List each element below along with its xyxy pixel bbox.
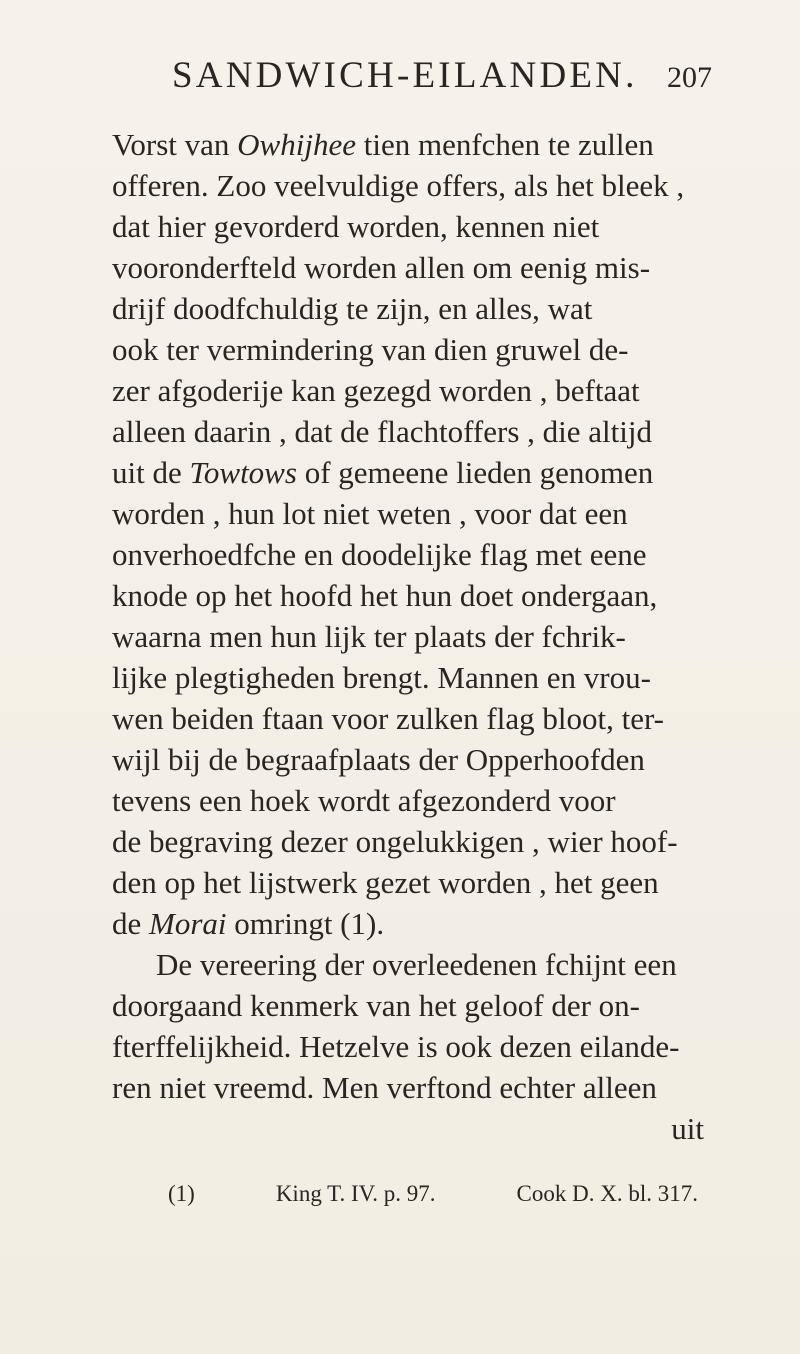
- text-line: [112, 739, 704, 780]
- text-segment: ren niet vreemd. Men verftond echter alleen: [112, 1070, 657, 1105]
- text-segment: fterffelijkheid. Hetzelve is ook dezen eilande-: [112, 1029, 680, 1064]
- text-segment: wijl bij de begraafplaats der Opperhoofden: [112, 742, 645, 777]
- text-segment: onverhoedfche en doodelijke flag met eene: [112, 537, 647, 572]
- text-line: [112, 493, 704, 534]
- text-segment: den op het lijstwerk gezet worden , het geen: [112, 865, 659, 900]
- text-segment: waarna men hun lijk ter plaats der fchrik-: [112, 619, 626, 654]
- catchword: [112, 1108, 704, 1149]
- text-line: [112, 575, 704, 616]
- text-segment: offeren. Zoo veelvuldige offers, als het bleek ,: [112, 168, 685, 203]
- text-segment: alleen daarin , dat de flachtoffers , die altijd: [112, 414, 652, 449]
- footnote-marker: (1): [168, 1181, 195, 1206]
- italic-name: Morai: [149, 906, 227, 941]
- text-line: [112, 452, 704, 493]
- text-line: [112, 698, 704, 739]
- text-line: [112, 657, 704, 698]
- text-segment: tevens een hoek wordt afgezonderd voor: [112, 783, 616, 818]
- text-line: [112, 616, 704, 657]
- text-line: [112, 411, 704, 452]
- text-line: [112, 1067, 704, 1108]
- text-segment: omringt (1).: [234, 906, 385, 941]
- text-line: [112, 944, 704, 985]
- text-segment: De vereering der overleedenen fchijnt een: [156, 947, 677, 982]
- text-line: [112, 288, 704, 329]
- footnote-reference: King T. IV. p. 97.: [275, 1181, 436, 1206]
- text-segment: de begraving dezer ongelukkigen , wier hoof-: [112, 824, 678, 859]
- text-segment: wen beiden ftaan voor zulken flag bloot, ter-: [112, 701, 665, 736]
- text-segment: drijf doodfchuldig te zijn, en alles, wat: [112, 291, 593, 326]
- text-segment: dat hier gevorderd worden, kennen niet: [112, 209, 600, 244]
- text-segment: Vorst van: [112, 127, 230, 162]
- text-line: [112, 903, 704, 944]
- page-number: 207: [667, 61, 712, 94]
- text-line: [112, 165, 704, 206]
- text-segment: lijke plegtigheden brengt. Mannen en vrou-: [112, 660, 651, 695]
- text-segment: vooronderfteld worden allen om eenig mis-: [112, 250, 651, 285]
- text-segment: tien menfchen te zullen: [363, 127, 654, 162]
- italic-name: Owhijhee: [237, 127, 356, 162]
- text-segment: de: [112, 906, 142, 941]
- text-segment: zer afgoderije kan gezegd worden , beftaat: [112, 373, 640, 408]
- text-line: [112, 124, 704, 165]
- italic-name: Towtows: [189, 455, 297, 490]
- text-line: [112, 534, 704, 575]
- text-segment: ook ter vermindering van dien gruwel de-: [112, 332, 629, 367]
- text-segment: uit de: [112, 455, 182, 490]
- text-line: [112, 862, 704, 903]
- page-header: [172, 54, 712, 104]
- text-segment: of gemeene lieden genomen: [304, 455, 654, 490]
- body-text: [112, 124, 704, 1149]
- text-line: [112, 821, 704, 862]
- text-line: [112, 206, 704, 247]
- text-line: [112, 247, 704, 288]
- text-line: [112, 329, 704, 370]
- text-line: [112, 370, 704, 411]
- footnote: [168, 1179, 698, 1209]
- text-segment: worden , hun lot niet weten , voor dat een: [112, 496, 628, 531]
- running-title: SANDWICH-EILANDEN.: [172, 55, 638, 96]
- text-segment: uit: [671, 1111, 704, 1146]
- text-segment: doorgaand kenmerk van het geloof der on-: [112, 988, 640, 1023]
- text-line: [112, 1026, 704, 1067]
- text-segment: knode op het hoofd het hun doet ondergaan,: [112, 578, 658, 613]
- footnote-reference: Cook D. X. bl. 317.: [516, 1181, 698, 1206]
- text-line: [112, 985, 704, 1026]
- text-line: [112, 780, 704, 821]
